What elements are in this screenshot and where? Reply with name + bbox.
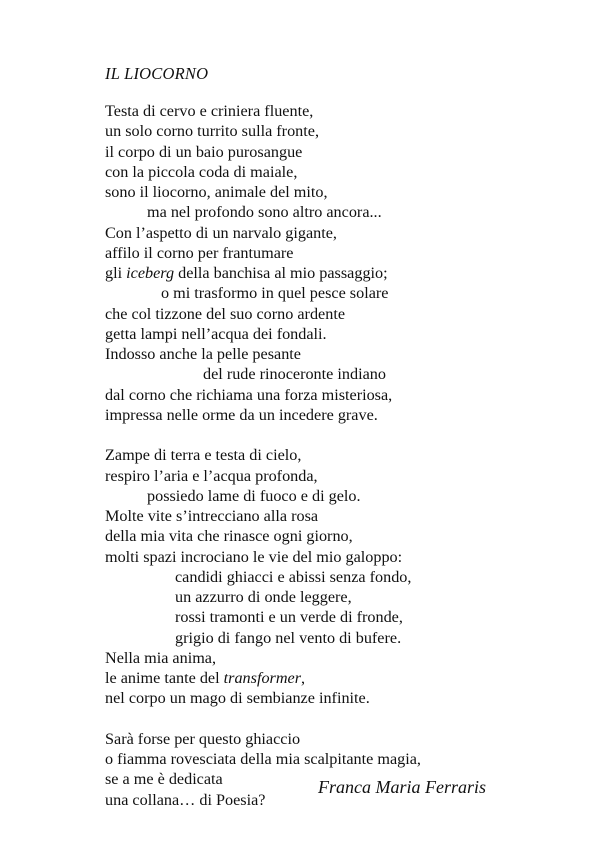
poem-line: impressa nelle orme da un incedere grave. <box>105 405 378 424</box>
poem-line: Molte vite s’intrecciano alla rosa <box>105 507 319 525</box>
poem-line: Indosso anche la pelle pesante <box>105 345 301 363</box>
poem-line: o fiamma rovesciata della mia scalpitante magia, <box>105 750 421 768</box>
poem-line: che col tizzone del suo corno ardente <box>105 304 346 323</box>
poem-line: ma nel profondo sono altro ancora... <box>147 203 382 222</box>
poem-line-text: , <box>301 669 306 687</box>
poem-line: Nella mia anima, <box>105 648 217 667</box>
poem-line: rossi tramonti e un verde di fronde, <box>175 608 403 627</box>
poem-line: Zampe di terra e testa di cielo, <box>105 446 302 465</box>
poem-line: possiedo lame di fuoco e di gelo. <box>147 486 361 505</box>
poem-body <box>105 101 421 810</box>
poem-line: un solo corno turrito sulla fronte, <box>105 122 319 141</box>
poem-line-text: le anime tante del <box>105 669 224 687</box>
poem-line-text: gli <box>105 264 127 282</box>
poem-line: sono il liocorno, animale del mito, <box>105 183 328 201</box>
poem-line: affilo il corno per frantumare <box>105 243 294 262</box>
poem-line: o mi trasformo in quel pesce solare <box>161 284 389 303</box>
poem-line-emphasis: transformer <box>223 669 302 687</box>
poem-line: molti spazi incrociano le vie del mio galoppo: <box>105 547 403 566</box>
stanza-gap <box>105 425 421 445</box>
poem-line <box>105 263 421 283</box>
stanza-gap <box>105 709 421 729</box>
poem-title: IL LIOCORNO <box>105 64 209 83</box>
poem-line: respiro l’aria e l’acqua profonda, <box>105 466 318 485</box>
poem-line: grigio di fango nel vento di bufere. <box>175 628 402 647</box>
author-signature: Franca Maria Ferraris <box>318 777 486 797</box>
poem-line: con la piccola coda di maiale, <box>105 162 298 181</box>
poem-line: il corpo di un baio purosangue <box>105 142 303 161</box>
poem-line: getta lampi nell’acqua dei fondali. <box>105 324 327 343</box>
poem-line-emphasis: iceberg <box>126 264 175 282</box>
poem-line: della mia vita che rinasce ogni giorno, <box>105 527 353 546</box>
poem-line: un azzurro di onde leggere, <box>175 588 352 606</box>
poem-line <box>105 668 421 688</box>
poem-line: una collana… di Poesia? <box>105 790 266 809</box>
poem-line: dal corno che richiama una forza misteriosa, <box>105 385 393 404</box>
poem-line: Sarà forse per questo ghiaccio <box>105 729 301 748</box>
poem-line: del rude rinoceronte indiano <box>203 365 386 384</box>
poem-line: Con l’aspetto di un narvalo gigante, <box>105 223 337 242</box>
poem-line: candidi ghiacci e abissi senza fondo, <box>175 567 412 586</box>
poem-line: nel corpo un mago di sembianze infinite. <box>105 689 370 708</box>
poem-line-text: della banchisa al mio passaggio; <box>174 264 388 282</box>
poem-line: se a me è dedicata <box>105 770 223 789</box>
poem-line: Testa di cervo e criniera fluente, <box>105 102 314 120</box>
